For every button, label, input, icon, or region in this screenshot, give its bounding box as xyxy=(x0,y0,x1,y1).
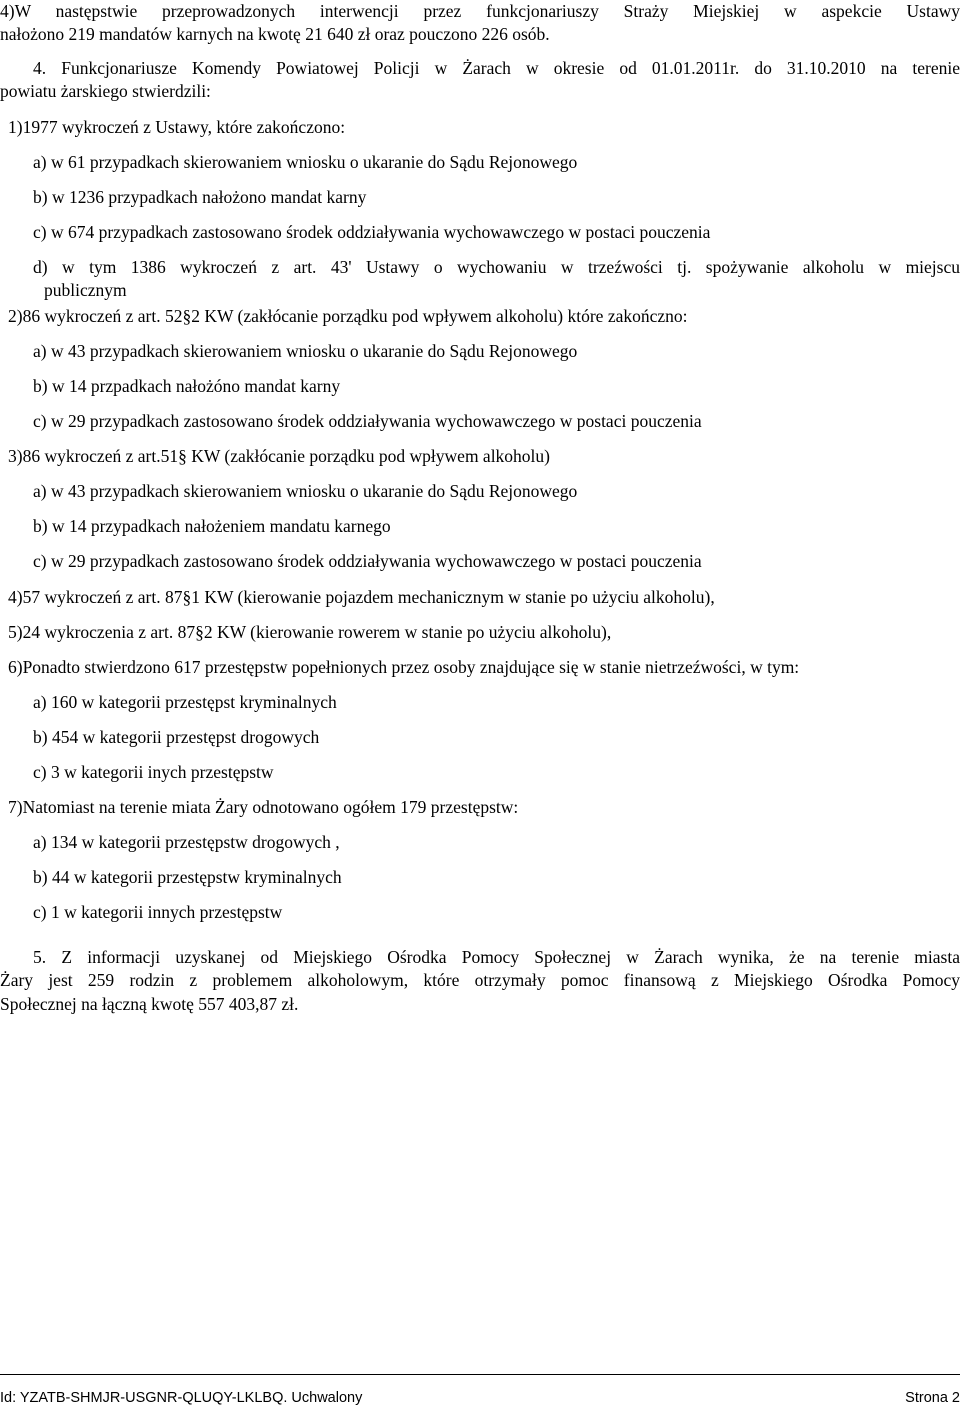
document-id: Id: YZATB-SHMJR-USGNR-QLUQY-LKLBQ. Uchwalony xyxy=(0,1390,363,1406)
list-item: 3)86 wykroczeń z art.51§ KW (zakłócanie porządku pod wpływem alkoholu) xyxy=(8,446,550,466)
list-item: c) 1 w kategorii innych przestępstw xyxy=(33,902,283,922)
list-item: 4)57 wykroczeń z art. 87§1 KW (kierowanie pojazdem mechanicznym w stanie po użyciu alkoholu), xyxy=(8,587,715,607)
list-item: 6)Ponadto stwierdzono 617 przestępstw popełnionych przez osoby znajdujące się w stanie nietrzeźwości, w tym: xyxy=(8,657,800,677)
list-item: 5)24 wykroczenia z art. 87§2 KW (kierowanie rowerem w stanie po użyciu alkoholu), xyxy=(8,622,612,642)
list-item: 1)1977 wykroczeń z Ustawy, które zakończono: xyxy=(8,117,346,137)
list-item: b) w 14 przypadkach nałożeniem mandatu karnego xyxy=(33,516,391,536)
list-item: a) w 43 przypadkach skierowaniem wniosku o ukaranie do Sądu Rejonowego xyxy=(33,341,578,361)
list-item: b) w 1236 przypadkach nałożono mandat karny xyxy=(33,187,367,207)
list-item: 2)86 wykroczeń z art. 52§2 KW (zakłócanie porządku pod wpływem alkoholu) które zakończno: xyxy=(8,306,688,326)
list-item: c) w 674 przypadkach zastosowano środek oddziaływania wychowawczego w postaci pouczenia xyxy=(33,222,711,242)
list-item-continuation: publicznym xyxy=(44,280,127,300)
list-item: a) w 61 przypadkach skierowaniem wniosku o ukaranie do Sądu Rejonowego xyxy=(33,152,578,172)
list-item: b) 44 w kategorii przestępstw kryminalnych xyxy=(33,867,342,887)
list-item: a) 160 w kategorii przestępst kryminalnych xyxy=(33,692,337,712)
list-item: c) 3 w kategorii inych przestępstw xyxy=(33,762,274,782)
paragraph-4-line-1: 4)W następstwie przeprowadzonych interwencji przez funkcjonariuszy Straży Miejskiej w aspekcie Ustawy xyxy=(0,1,960,21)
list-item: 7)Natomiast na terenie miata Żary odnotowano ogółem 179 przestępstw: xyxy=(8,797,519,817)
list-item: b) 454 w kategorii przestępst drogowych xyxy=(33,727,320,747)
list-item: c) w 29 przypadkach zastosowano środek oddziaływania wychowawczego w postaci pouczenia xyxy=(33,551,702,571)
list-item: d) w tym 1386 wykroczeń z art. 43' Ustawy o wychowaniu w trzeźwości tj. spożywanie alkoholu w miejscu xyxy=(33,257,960,277)
page-footer xyxy=(0,1374,960,1412)
paragraph-4-line-2: nałożono 219 mandatów karnych na kwotę 21 640 zł oraz pouczono 226 osób. xyxy=(0,24,550,44)
list-item: a) 134 w kategorii przestępstw drogowych , xyxy=(33,832,340,852)
list-item: a) w 43 przypadkach skierowaniem wniosku o ukaranie do Sądu Rejonowego xyxy=(33,481,578,501)
page-number: Strona 2 xyxy=(905,1390,960,1406)
section-4-line-2: powiatu żarskiego stwierdzili: xyxy=(0,81,211,101)
section-5-line-2: Żary jest 259 rodzin z problemem alkoholowym, które otrzymały pomoc finansową z Miejskiego Ośrodka Pomocy xyxy=(0,970,960,990)
list-item: b) w 14 przpadkach nałożóno mandat karny xyxy=(33,376,341,396)
section-5-line-3: Społecznej na łączną kwotę 557 403,87 zł. xyxy=(0,994,299,1014)
list-item: c) w 29 przypadkach zastosowano środek oddziaływania wychowawczego w postaci pouczenia xyxy=(33,411,702,431)
section-4-line-1: 4. Funkcjonariusze Komendy Powiatowej Policji w Żarach w okresie od 01.01.2011r. do 31.10.2010 na terenie xyxy=(33,58,960,78)
section-5-line-1: 5. Z informacji uzyskanej od Miejskiego Ośrodka Pomocy Społecznej w Żarach wynika, że na terenie miasta xyxy=(33,947,960,967)
